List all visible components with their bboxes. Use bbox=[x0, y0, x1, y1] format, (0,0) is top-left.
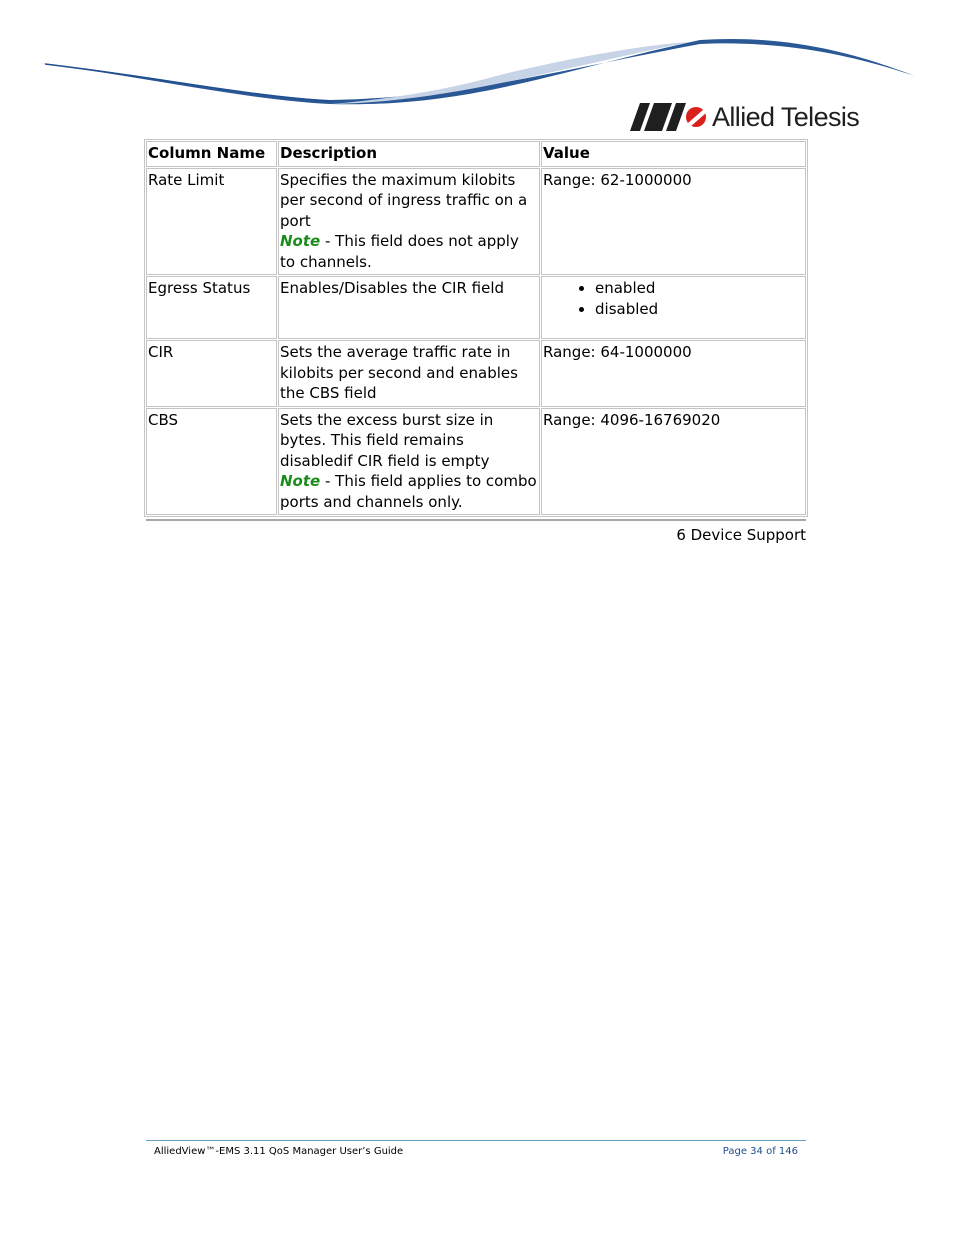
description-text: Specifies the maximum kilobits per second of ingress traffic on a port bbox=[280, 170, 528, 230]
row-description: Enables/Disables the CIR field bbox=[278, 276, 540, 339]
list-item: • disabled bbox=[595, 299, 804, 320]
logo-wordmark: Allied Telesis bbox=[712, 101, 860, 132]
table-row bbox=[146, 408, 806, 516]
note-label: Note bbox=[280, 232, 321, 250]
value-options-list bbox=[543, 278, 804, 319]
table-row bbox=[146, 340, 806, 407]
row-value: Range: 62-1000000 bbox=[541, 168, 806, 276]
row-description bbox=[278, 168, 540, 276]
description-text: Sets the excess burst size in bytes. This field remains disabledif CIR field is empty bbox=[280, 410, 494, 470]
note-label: Note bbox=[280, 472, 321, 490]
table-header-row bbox=[146, 141, 806, 167]
row-description bbox=[278, 408, 540, 516]
row-name: Egress Status bbox=[146, 276, 277, 339]
section-divider bbox=[146, 519, 806, 521]
column-header-name: Column Name bbox=[146, 141, 277, 167]
row-name: CIR bbox=[146, 340, 277, 407]
list-item: • enabled bbox=[595, 278, 804, 299]
row-name: Rate Limit bbox=[146, 168, 277, 276]
logo-mark-icon bbox=[630, 103, 706, 131]
row-value bbox=[541, 276, 806, 339]
note-text: - This field does not apply to channels. bbox=[280, 232, 519, 271]
note-text: - This field applies to combo ports and channels only. bbox=[280, 472, 537, 511]
row-value: Range: 64-1000000 bbox=[541, 340, 806, 407]
footer-page-number: Page 34 of 146 bbox=[722, 1146, 798, 1157]
row-description: Sets the average traffic rate in kilobits per second and enables the CBS field bbox=[278, 340, 540, 407]
qos-parameter-table bbox=[144, 139, 808, 517]
footer-divider bbox=[146, 1140, 806, 1141]
row-name: CBS bbox=[146, 408, 277, 516]
section-label: 6 Device Support bbox=[676, 526, 806, 544]
table-row bbox=[146, 168, 806, 276]
column-header-value: Value bbox=[541, 141, 806, 167]
column-header-description: Description bbox=[278, 141, 540, 167]
row-value: Range: 4096-16769020 bbox=[541, 408, 806, 516]
footer-guide-title: AlliedView™-EMS 3.11 QoS Manager User’s Guide bbox=[154, 1146, 404, 1157]
table-row bbox=[146, 276, 806, 339]
allied-telesis-logo bbox=[630, 100, 859, 134]
